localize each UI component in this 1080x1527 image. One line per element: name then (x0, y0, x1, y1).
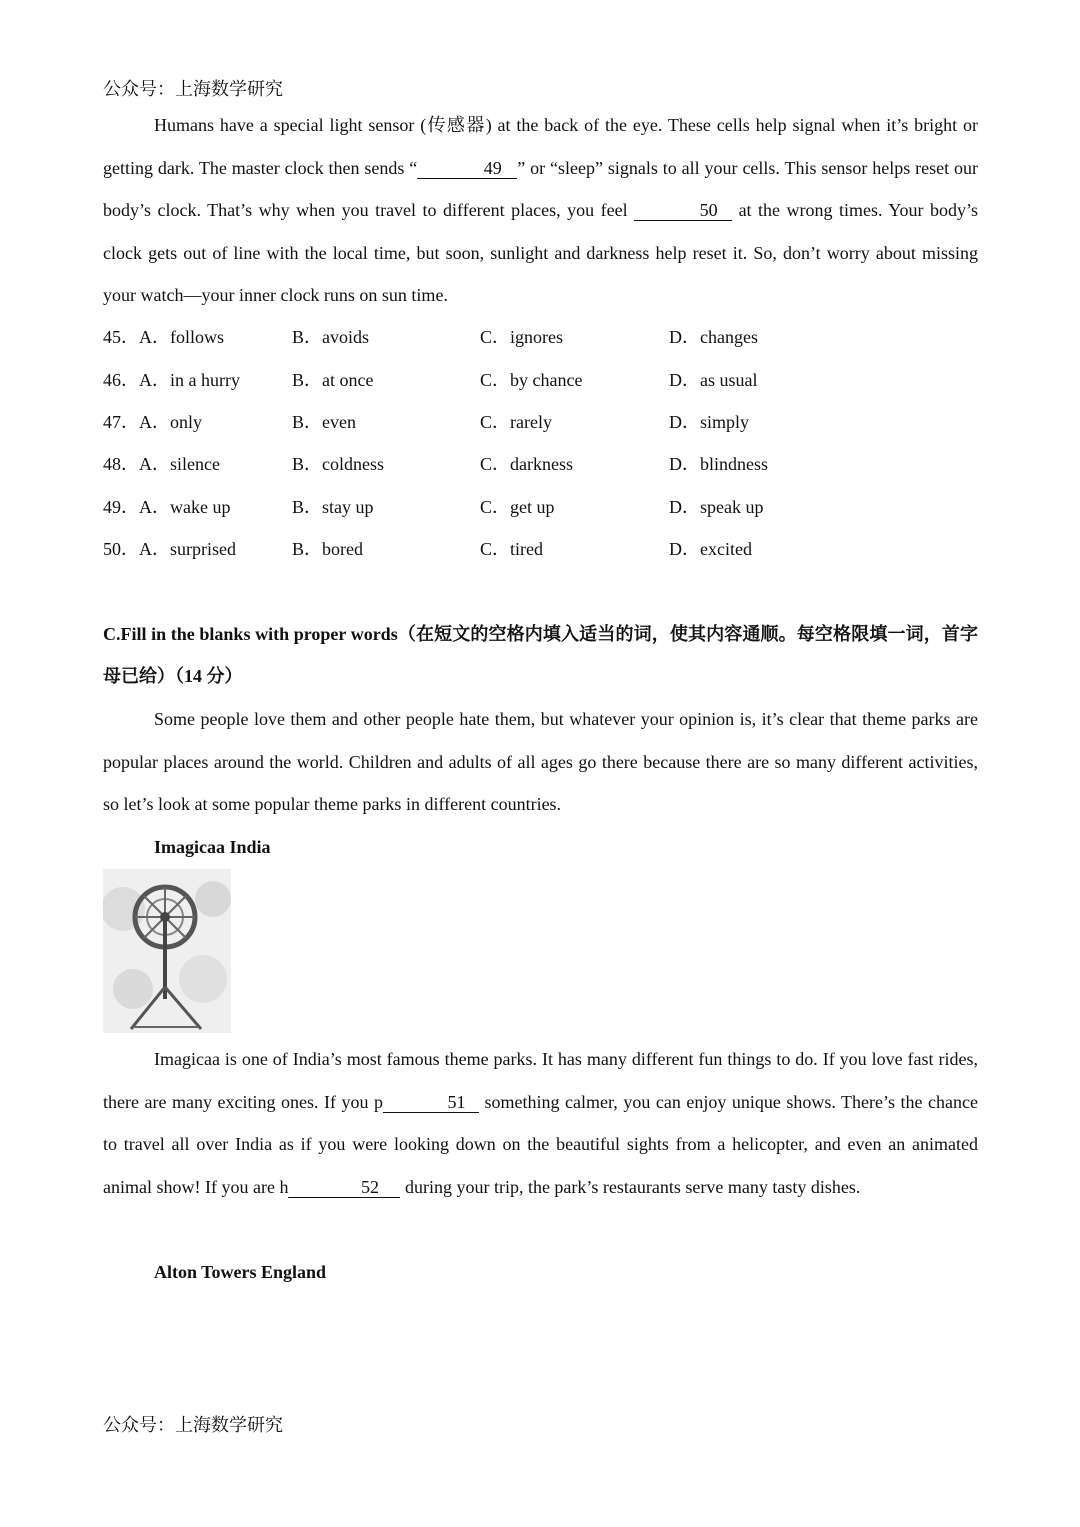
blank-51: 51 (383, 1092, 479, 1113)
imagicaa-heading: Imagicaa India (154, 837, 271, 857)
passage-text-3: at the wrong times. Your body’s clock gets out of line with the local time, but soon, sunlight and darkness help reset it. So, don’t worry about missing your watch—your inner clock runs on sun time. (103, 200, 979, 305)
question-row (103, 449, 978, 479)
option-d: D．excited (669, 539, 752, 559)
question-number: 49．A．wake up (103, 497, 231, 517)
blank-52: 52 (288, 1177, 400, 1198)
option-b: B．stay up (292, 497, 374, 517)
option-b: B．avoids (292, 327, 370, 347)
page-footer: 公众号：上海数学研究 (103, 1415, 283, 1435)
imagicaa-text-2: something calmer, you can enjoy unique shows. There’s the chance to travel all over India as if you were looking down on the beautiful sights from a helicopter, and even an animated animal show! If you are h (103, 1091, 979, 1197)
question-row (103, 492, 978, 522)
question-row (103, 365, 978, 395)
ferris-ride-photo (103, 869, 231, 1033)
section-c-title-en: C.Fill in the blanks with proper words (103, 624, 398, 644)
option-b: B．even (292, 412, 356, 432)
option-c: C．tired (480, 539, 543, 559)
option-d: D．as usual (669, 370, 758, 390)
section-c-title-zh: （在短文的空格内填入适当的词，使其内容通顺。每空格限填一词，首字母已给）（14 分） (103, 624, 979, 686)
imagicaa-paragraph (103, 1038, 978, 1208)
page-header: 公众号：上海数学研究 (103, 79, 283, 99)
question-row (103, 407, 978, 437)
option-c: C．darkness (480, 454, 573, 474)
question-number: 46．A．in a hurry (103, 370, 240, 390)
imagicaa-text-1: Imagicaa is one of India’s most famous theme parks. It has many different fun things to do. If you love fast rides, there are many exciting ones. If you p (103, 1049, 978, 1112)
option-b: B．bored (292, 539, 363, 559)
option-d: D．changes (669, 327, 758, 347)
imagicaa-text-3: during your trip, the park’s restaurants serve many tasty dishes. (400, 1176, 861, 1197)
passage-text-2: ” or “sleep” signals to all your cells. This sensor helps reset our body’s clock. That’s why when you travel to different places, you feel (103, 157, 979, 220)
option-d: D．simply (669, 412, 750, 432)
option-c: C．by chance (480, 370, 583, 390)
alton-heading: Alton Towers England (154, 1262, 327, 1282)
passage-text-1: Humans have a special light sensor (传感器) at the back of the eye. These cells help signal when it’s bright or getting dark. The master clock then sends “ (103, 115, 978, 178)
question-number: 47．A．only (103, 412, 203, 432)
option-c: C．ignores (480, 327, 563, 347)
intro-paragraph: Some people love them and other people hate them, but whatever your opinion is, it’s clear that theme parks are popular places around the world. Children and adults of all ages go there because there are so many different activities, so let’s look at some popular theme parks in different countries. (103, 709, 978, 814)
option-d: D．blindness (669, 454, 768, 474)
option-b: B．at once (292, 370, 374, 390)
question-number: 48．A．silence (103, 454, 220, 474)
section-c-title (103, 613, 978, 697)
blank-49: 49 (417, 158, 517, 179)
option-b: B．coldness (292, 454, 384, 474)
ride-illustration (103, 869, 231, 1033)
question-number: 45．A．follows (103, 327, 224, 347)
question-row (103, 322, 978, 352)
question-number: 50．A．surprised (103, 539, 236, 559)
question-row (103, 534, 978, 564)
option-d: D．speak up (669, 497, 764, 517)
blank-50: 50 (634, 200, 732, 221)
passage-paragraph (103, 104, 978, 317)
option-c: C．rarely (480, 412, 552, 432)
option-c: C．get up (480, 497, 555, 517)
